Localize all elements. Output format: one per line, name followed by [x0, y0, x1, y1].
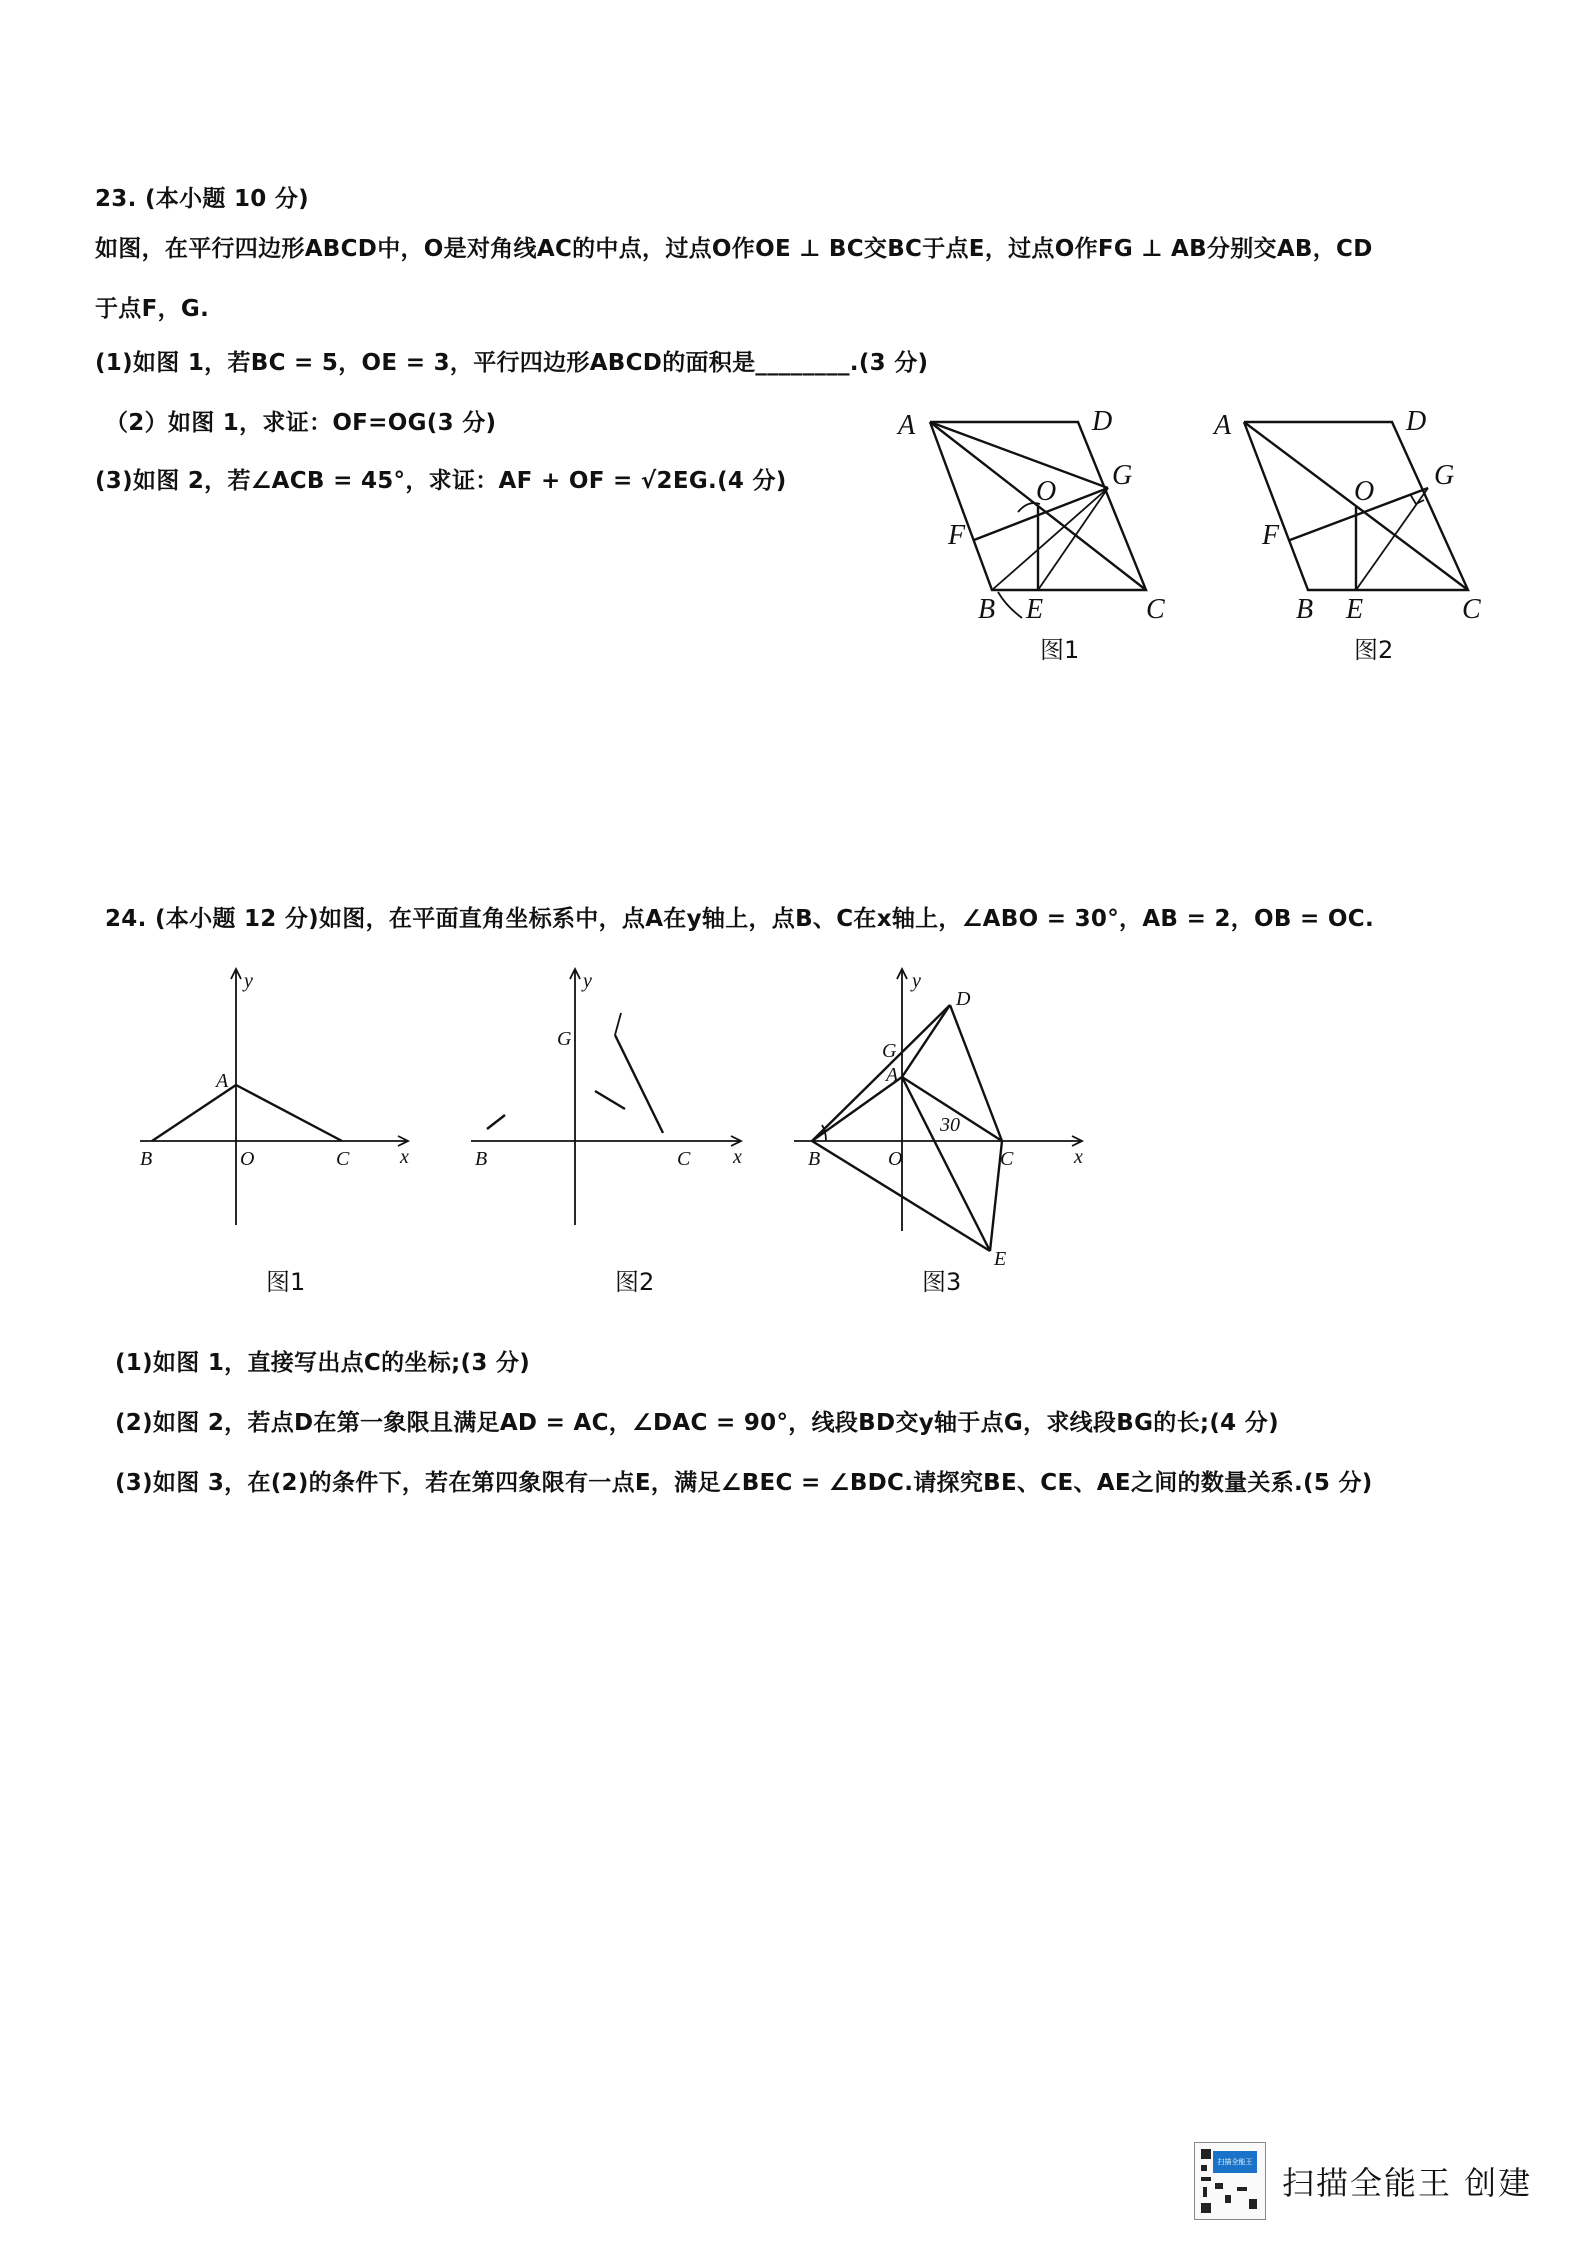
q24-figure-1	[130, 965, 420, 1309]
fig2-caption: 图2	[615, 1268, 655, 1296]
q23-part2: （2）如图 1，求证：OF=OG(3 分)	[105, 410, 497, 436]
label-C: C	[1000, 1148, 1014, 1170]
label-E: E	[1346, 594, 1364, 625]
fig1-caption: 图1	[1040, 636, 1080, 664]
axis-y: y	[244, 970, 253, 992]
q23-part1: (1)如图 1，若BC = 5，OE = 3，平行四边形ABCD的面积是________.(3 分)	[95, 350, 929, 376]
label-D: D	[1406, 406, 1427, 437]
label-O: O	[240, 1148, 255, 1170]
axis-x: x	[733, 1146, 742, 1168]
label-C: C	[1462, 594, 1481, 625]
q23-figure-1	[890, 400, 1190, 674]
scanner-watermark	[1194, 2142, 1534, 2220]
label-G: G	[557, 1028, 572, 1050]
label-O: O	[1354, 476, 1375, 507]
q23-stem-line1: 如图，在平行四边形ABCD中，O是对角线AC的中点，过点O作OE ⊥ BC交BC于点E，过点O作FG ⊥ AB分别交AB，CD	[95, 236, 1373, 262]
label-B: B	[140, 1148, 153, 1170]
label-G: G	[1434, 460, 1455, 491]
q23-stem-line2: 于点F，G.	[95, 296, 210, 322]
label-A: A	[898, 410, 916, 441]
label-B: B	[808, 1148, 821, 1170]
label-D: D	[956, 988, 971, 1010]
label-C: C	[1146, 594, 1165, 625]
q24-part3: (3)如图 3，在(2)的条件下，若在第四象限有一点E，满足∠BEC = ∠BDC.请探究BE、CE、AE之间的数量关系.(5 分)	[115, 1470, 1373, 1496]
label-O: O	[1036, 476, 1057, 507]
axis-x: x	[400, 1146, 409, 1168]
label-G: G	[1112, 460, 1133, 491]
label-B: B	[1296, 594, 1314, 625]
axis-x: x	[1074, 1146, 1083, 1168]
label-C: C	[336, 1148, 350, 1170]
fig3-caption: 图3	[922, 1268, 962, 1296]
fig1-caption: 图1	[266, 1268, 306, 1296]
label-E: E	[994, 1248, 1007, 1270]
angle-label-30: 30	[940, 1114, 960, 1136]
watermark-text: 扫描全能王 创建	[1282, 2164, 1533, 2202]
label-C: C	[677, 1148, 691, 1170]
q24-part2: (2)如图 2，若点D在第一象限且满足AD = AC，∠DAC = 90°，线段BD交y轴于点G，求线段BG的长;(4 分)	[115, 1410, 1279, 1436]
q23-part3: (3)如图 2，若∠ACB = 45°，求证：AF + OF = √2EG.(4 分)	[95, 468, 787, 494]
label-A: A	[216, 1070, 229, 1092]
q23-header: 23. (本小题 10 分)	[95, 186, 309, 212]
label-D: D	[1092, 406, 1113, 437]
axis-y: y	[912, 970, 921, 992]
label-O: O	[888, 1148, 903, 1170]
label-F: F	[948, 520, 966, 551]
label-E: E	[1026, 594, 1044, 625]
q24-part1: (1)如图 1，直接写出点C的坐标;(3 分)	[115, 1350, 531, 1376]
label-A: A	[1214, 410, 1232, 441]
label-G: G	[882, 1040, 897, 1062]
q24-figure-3	[790, 965, 1100, 1309]
label-A: A	[886, 1064, 899, 1086]
qr-code-icon: 扫描全能王	[1194, 2142, 1266, 2220]
label-B: B	[475, 1148, 488, 1170]
axis-y: y	[583, 970, 592, 992]
label-B: B	[978, 594, 996, 625]
fig2-caption: 图2	[1354, 636, 1394, 664]
q24-stem: 24. (本小题 12 分)如图，在平面直角坐标系中，点A在y轴上，点B、C在x轴上，∠ABO = 30°，AB = 2，OB = OC.	[105, 906, 1374, 932]
q24-figure-2	[465, 965, 755, 1309]
label-F: F	[1262, 520, 1280, 551]
q23-figure-2	[1210, 400, 1500, 674]
